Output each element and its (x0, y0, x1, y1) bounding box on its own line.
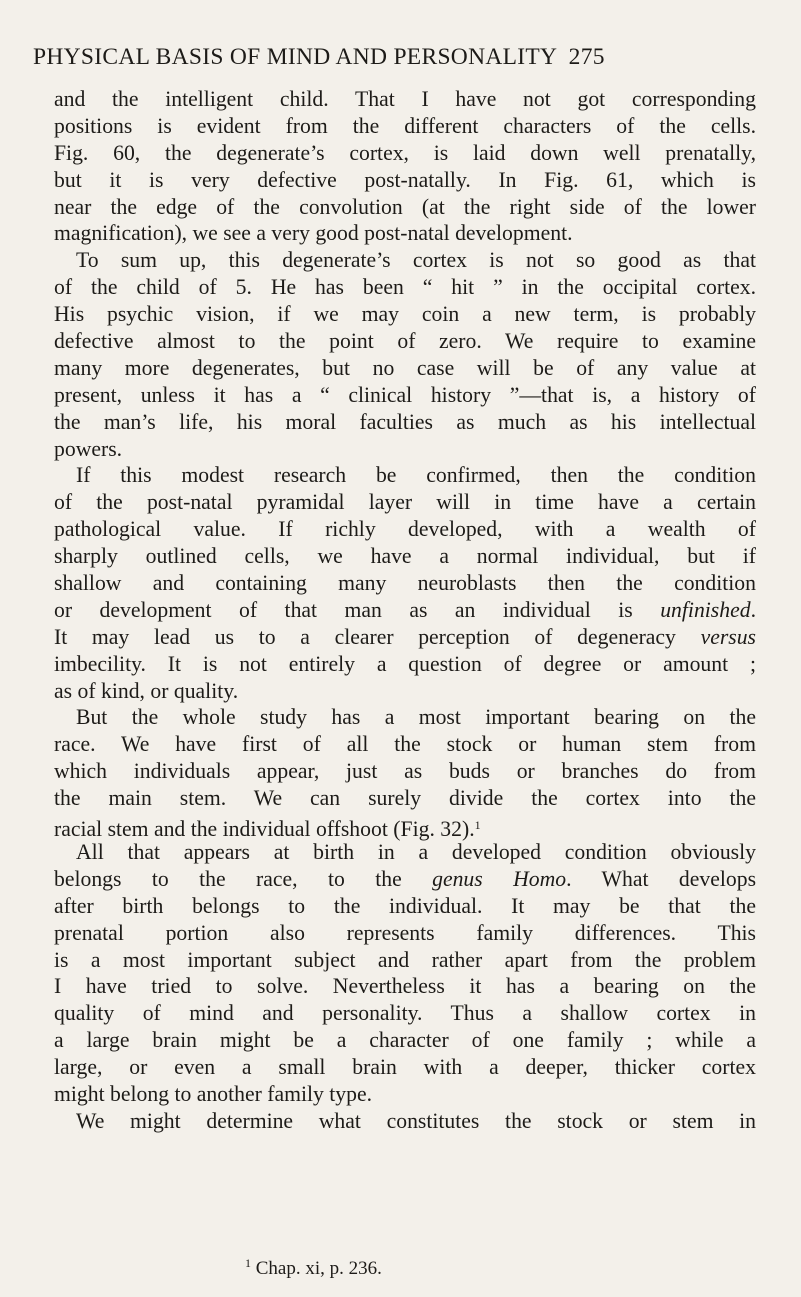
running-header (33, 44, 773, 71)
text-line: large, or even a small brain with a deeper, thicker cortex (54, 1055, 756, 1080)
text-line: near the edge of the convolution (at the right side of the lower (54, 194, 756, 219)
text-line: Fig. 60, the degenerate’s cortex, is laid down well prenatally, (54, 140, 756, 165)
text-line: the main stem. We can surely divide the cortex into the (54, 786, 756, 811)
body-text (54, 86, 756, 1135)
text-line: present, unless it has a “ clinical history ”—that is, a history of (54, 382, 756, 407)
text-line: His psychic vision, if we may coin a new term, is probably (54, 302, 756, 327)
text-line: might belong to another family type. (54, 1081, 373, 1106)
page-number: 275 (568, 44, 605, 70)
text-line: belongs to the race, to the genus Homo. What develops (54, 866, 757, 891)
text-line: defective almost to the point of zero. We require to examine (54, 329, 756, 354)
text-line: I have tried to solve. Nevertheless it has a bearing on the (54, 974, 756, 999)
text-line: quality of mind and personality. Thus a shallow cortex in (54, 1001, 756, 1026)
text-line: shallow and containing many neuroblasts then the condition (54, 571, 756, 596)
text-line: as of kind, or quality. (54, 678, 239, 703)
text-line: racial stem and the individual offshoot (Fig. 32).$^1$ (54, 817, 481, 842)
text-line: It may lead us to a clearer perception of degeneracy versus (54, 624, 756, 649)
text-line: many more degenerates, but no case will be of any value at (54, 355, 756, 380)
text-line: If this modest research be confirmed, then the condition (76, 463, 756, 488)
text-line: of the child of 5. He has been “ hit ” in the occipital cortex. (54, 275, 756, 300)
text-line: prenatal portion also represents family differences. This (54, 920, 756, 945)
text-line: after birth belongs to the individual. It may be that the (54, 893, 756, 918)
text-line: the man’s life, his moral faculties as much as his intellectual (54, 409, 756, 434)
text-line: a large brain might be a character of one family ; while a (54, 1028, 756, 1053)
text-line: But the whole study has a most important bearing on the (76, 705, 756, 730)
running-title: PHYSICAL BASIS OF MIND AND PERSONALITY (33, 44, 557, 70)
text-line: of the post-natal pyramidal layer will in time have a certain (54, 490, 756, 515)
text-line: powers. (54, 436, 123, 461)
text-line: sharply outlined cells, we have a normal individual, but if (54, 544, 756, 569)
text-line: or development of that man as an individual is unfinished. (54, 597, 756, 622)
text-line: positions is evident from the different characters of the cells. (54, 113, 756, 138)
text-line: is a most important subject and rather apart from the problem (54, 947, 756, 972)
text-line: All that appears at birth in a developed condition obviously (76, 839, 756, 864)
text-line: which individuals appear, just as buds or branches do from (54, 759, 756, 784)
footnote: $^1$ Chap. xi, p. 236. (245, 1256, 382, 1279)
text-line: and the intelligent child. That I have not got corresponding (54, 87, 756, 111)
text-line: We might determine what constitutes the stock or stem in (76, 1108, 756, 1133)
text-line: magnification), we see a very good post-natal development. (54, 221, 573, 246)
text-line: pathological value. If richly developed, with a wealth of (54, 517, 756, 542)
text-line: imbecility. It is not entirely a question of degree or amount ; (54, 651, 756, 676)
text-line: but it is very defective post-natally. In Fig. 61, which is (54, 167, 756, 192)
text-line: race. We have first of all the stock or human stem from (54, 732, 756, 757)
text-line: To sum up, this degenerate’s cortex is not so good as that (76, 248, 756, 273)
